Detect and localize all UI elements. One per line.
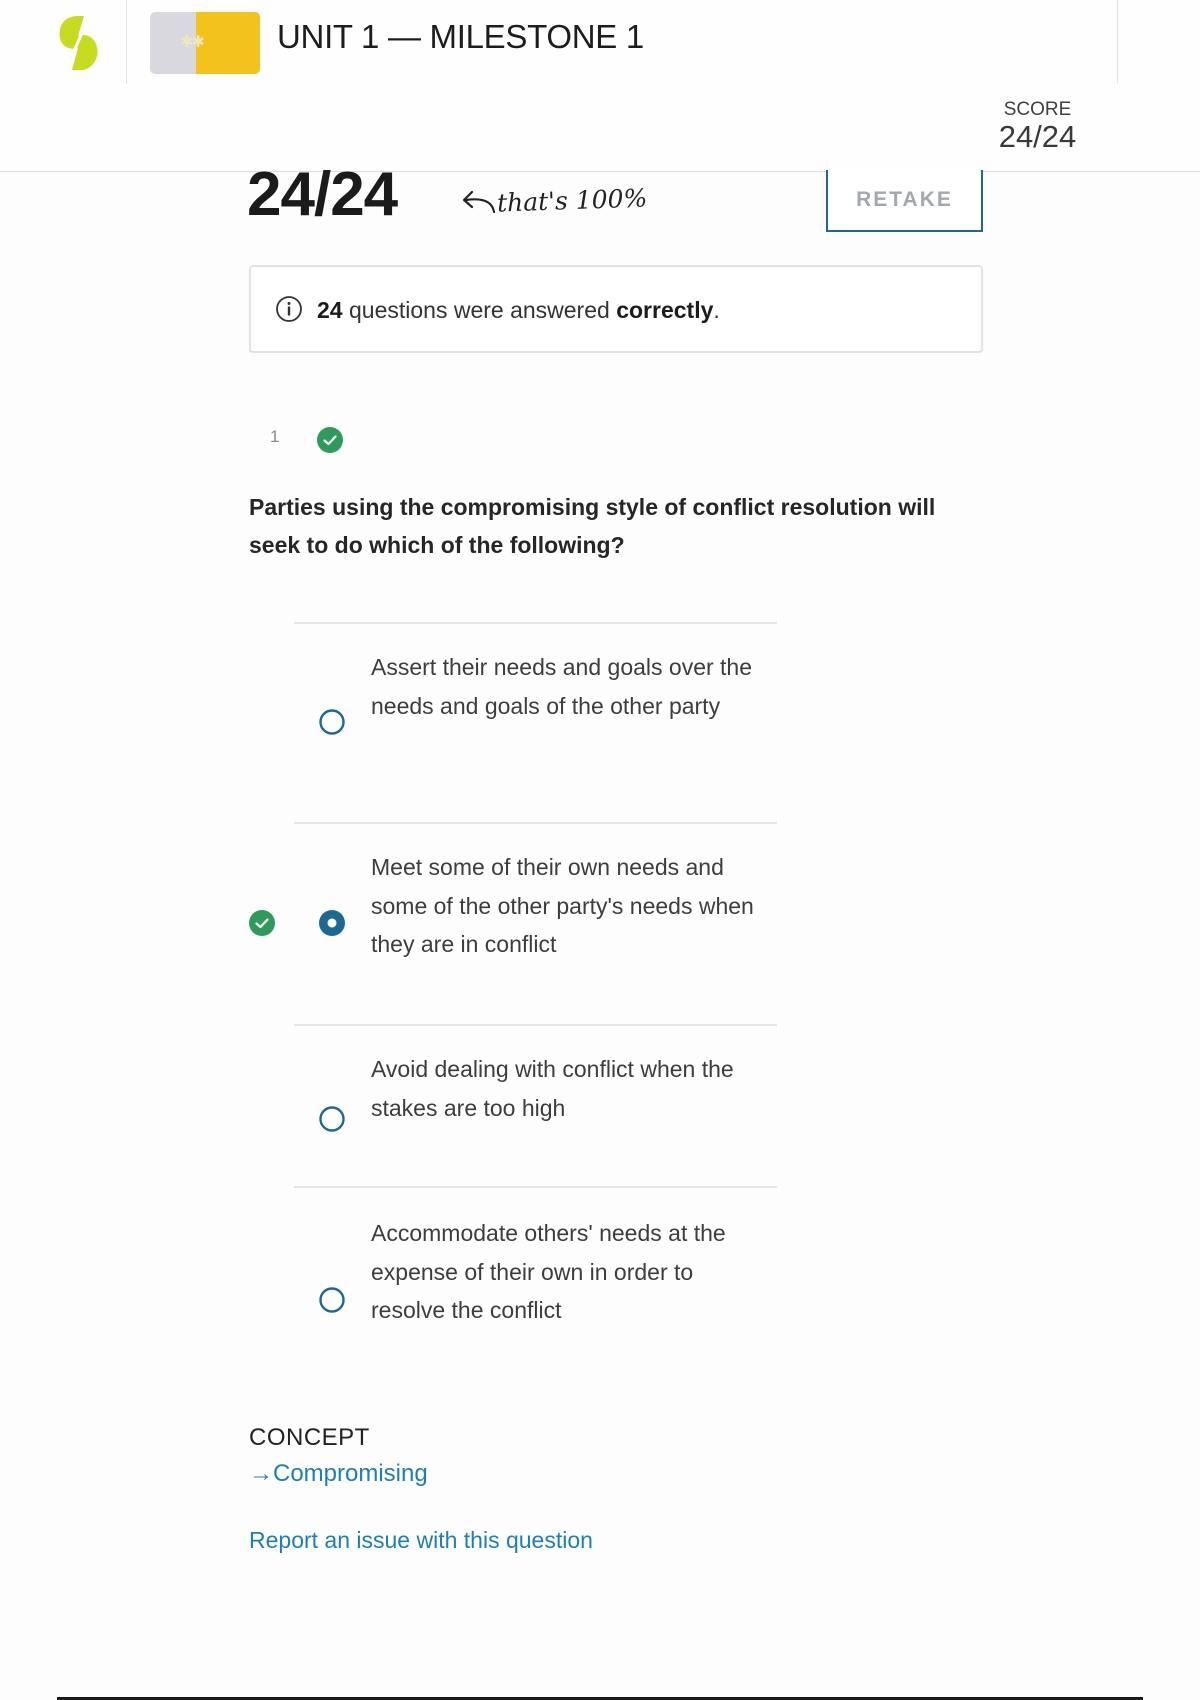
check-circle-icon <box>316 426 344 454</box>
question-text: Parties using the compromising style of conflict resolution will seek to do which of the following? <box>249 494 936 558</box>
retake-button[interactable]: RETAKE <box>826 170 983 232</box>
correct-count: 24 <box>317 297 343 323</box>
radio-selected-icon[interactable] <box>318 909 346 937</box>
correct-answer-check-icon <box>248 909 276 937</box>
answer-option-2[interactable] <box>294 824 777 1024</box>
answer-option-3[interactable] <box>294 1026 777 1186</box>
info-emphasis: correctly <box>616 297 714 323</box>
concept-link-text: Compromising <box>273 1460 428 1487</box>
info-text-middle: questions were answered <box>342 297 617 323</box>
info-text <box>317 297 720 324</box>
option-text: Meet some of their own needs and some of the other party's needs when they are in conflict <box>371 854 754 957</box>
option-text: Assert their needs and goals over the needs and goals of the other party <box>371 654 753 719</box>
option-text: Accommodate others' needs at the expense of their own in order to resolve the conflict <box>371 1220 726 1323</box>
header-divider <box>126 0 127 84</box>
concept-label: CONCEPT <box>249 1424 370 1451</box>
page-header <box>0 0 1200 172</box>
report-issue-link[interactable]: Report an issue with this question <box>249 1527 593 1553</box>
info-icon <box>275 295 303 323</box>
answer-option-4[interactable] <box>294 1188 777 1348</box>
question-number: 1 <box>270 427 280 446</box>
arrow-right-icon: → <box>249 1460 273 1487</box>
logo-icon[interactable] <box>56 14 100 72</box>
score-label: SCORE <box>1003 99 1072 120</box>
unit-title: UNIT 1 — MILESTONE 1 <box>277 18 644 55</box>
score-value: 24/24 <box>998 119 1077 154</box>
option-text: Avoid dealing with conflict when the stakes are too high <box>371 1056 734 1121</box>
answer-option-1[interactable] <box>294 624 777 822</box>
radio-unselected-icon[interactable] <box>318 1286 346 1314</box>
thumbnail-mark-icon: ✱✱ <box>180 34 203 51</box>
curved-arrow-icon <box>458 188 498 218</box>
result-info-box <box>249 265 983 353</box>
unit-thumbnail <box>150 12 260 74</box>
radio-unselected-icon[interactable] <box>318 708 346 736</box>
big-score: 24/24 <box>247 160 398 229</box>
concept-link[interactable] <box>249 1460 428 1488</box>
radio-unselected-icon[interactable] <box>318 1105 346 1133</box>
header-divider-right <box>1117 0 1118 84</box>
score-note: that's 100% <box>496 183 648 218</box>
info-text-end: . <box>713 297 720 323</box>
